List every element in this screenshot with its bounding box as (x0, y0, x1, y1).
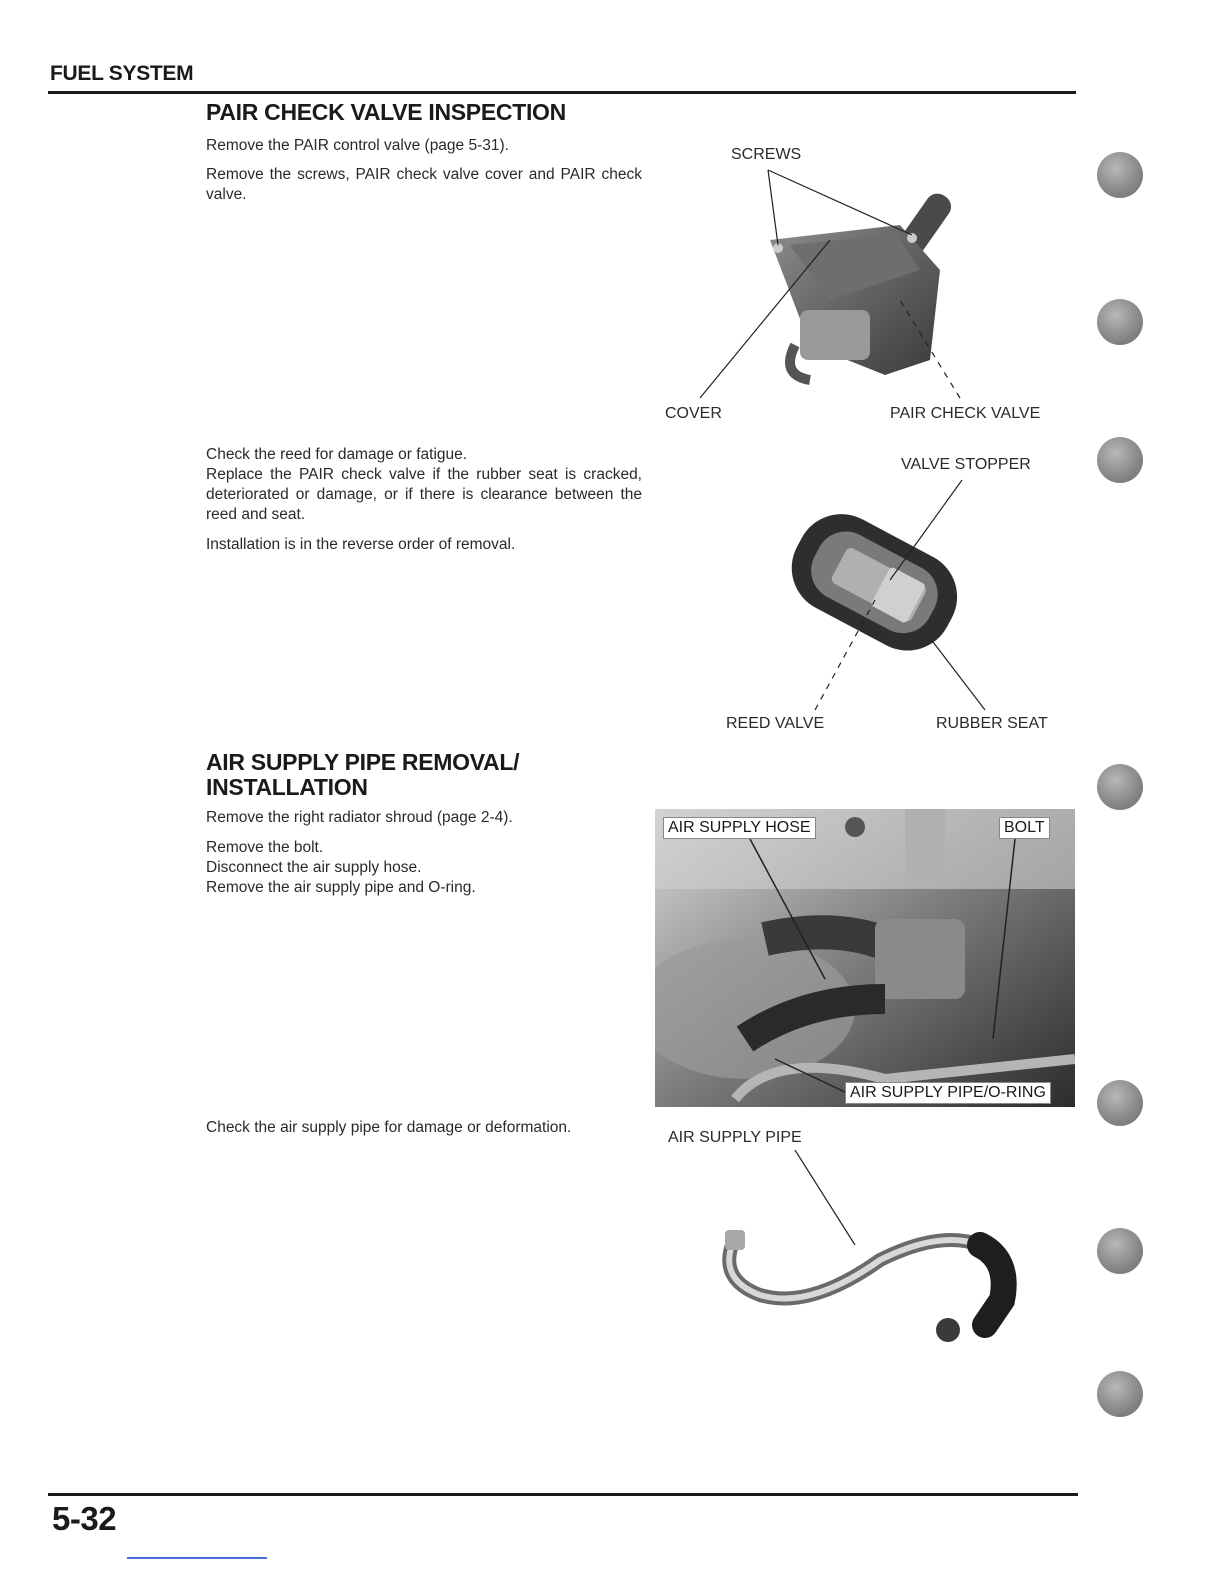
label-air-supply-pipe: AIR SUPPLY PIPE (668, 1129, 802, 1146)
air-supply-step-1: Remove the right radiator shroud (page 2-4). (206, 809, 513, 826)
air-supply-steps (206, 838, 642, 898)
air-supply-heading (206, 750, 519, 800)
label-air-supply-pipe-oring: AIR SUPPLY PIPE/O-RING (845, 1082, 1051, 1104)
page-number: 5-32 (52, 1500, 117, 1537)
pair-check-text (206, 445, 642, 525)
air-supply-check: Check the air supply pipe for damage or deformation. (206, 1119, 572, 1136)
pair-step-1: Remove the PAIR control valve (page 5-31). (206, 137, 509, 154)
air-supply-heading-line-2: INSTALLATION (206, 774, 368, 800)
label-valve-stopper: VALVE STOPPER (901, 456, 1031, 473)
pair-check-line-2: Replace the PAIR check valve if the rubber seat is cracked, deteriorated or damage, or if there is clearance between the reed and seat. (206, 466, 642, 523)
label-cover: COVER (665, 405, 722, 422)
pair-inspection-heading: PAIR CHECK VALVE INSPECTION (206, 99, 566, 125)
pair-valve-illustration (650, 130, 1070, 410)
label-pair-check-valve: PAIR CHECK VALVE (890, 405, 1041, 422)
binder-hole-icon (1097, 437, 1143, 483)
air-supply-pipe-illustration (650, 1150, 1070, 1410)
section-title: FUEL SYSTEM (50, 62, 194, 85)
air-supply-step-bolt: Remove the bolt. (206, 839, 324, 856)
air-supply-photo (655, 809, 1075, 1107)
air-supply-step-pipe: Remove the air supply pipe and O-ring. (206, 879, 476, 896)
binder-hole-icon (1097, 1228, 1143, 1274)
pair-check-line-1: Check the reed for damage or fatigue. (206, 446, 468, 463)
binder-hole-icon (1097, 1371, 1143, 1417)
label-bolt: BOLT (999, 817, 1050, 839)
footer-rule (48, 1493, 1078, 1496)
air-supply-step-hose: Disconnect the air supply hose. (206, 859, 422, 876)
binder-hole-icon (1097, 1080, 1143, 1126)
binder-hole-icon (1097, 299, 1143, 345)
binder-hole-icon (1097, 152, 1143, 198)
binder-hole-icon (1097, 764, 1143, 810)
pair-install-note: Installation is in the reverse order of removal. (206, 536, 516, 553)
header-rule (48, 91, 1076, 94)
bottom-link-line (127, 1557, 267, 1559)
pair-step-2: Remove the screws, PAIR check valve cover and PAIR check valve. (206, 166, 642, 203)
label-reed-valve: REED VALVE (726, 715, 825, 732)
reed-valve-illustration (650, 460, 1070, 720)
label-air-supply-hose: AIR SUPPLY HOSE (663, 817, 816, 839)
label-screws: SCREWS (731, 146, 802, 163)
label-rubber-seat: RUBBER SEAT (936, 715, 1048, 732)
air-supply-heading-line-1: AIR SUPPLY PIPE REMOVAL/ (206, 749, 520, 775)
